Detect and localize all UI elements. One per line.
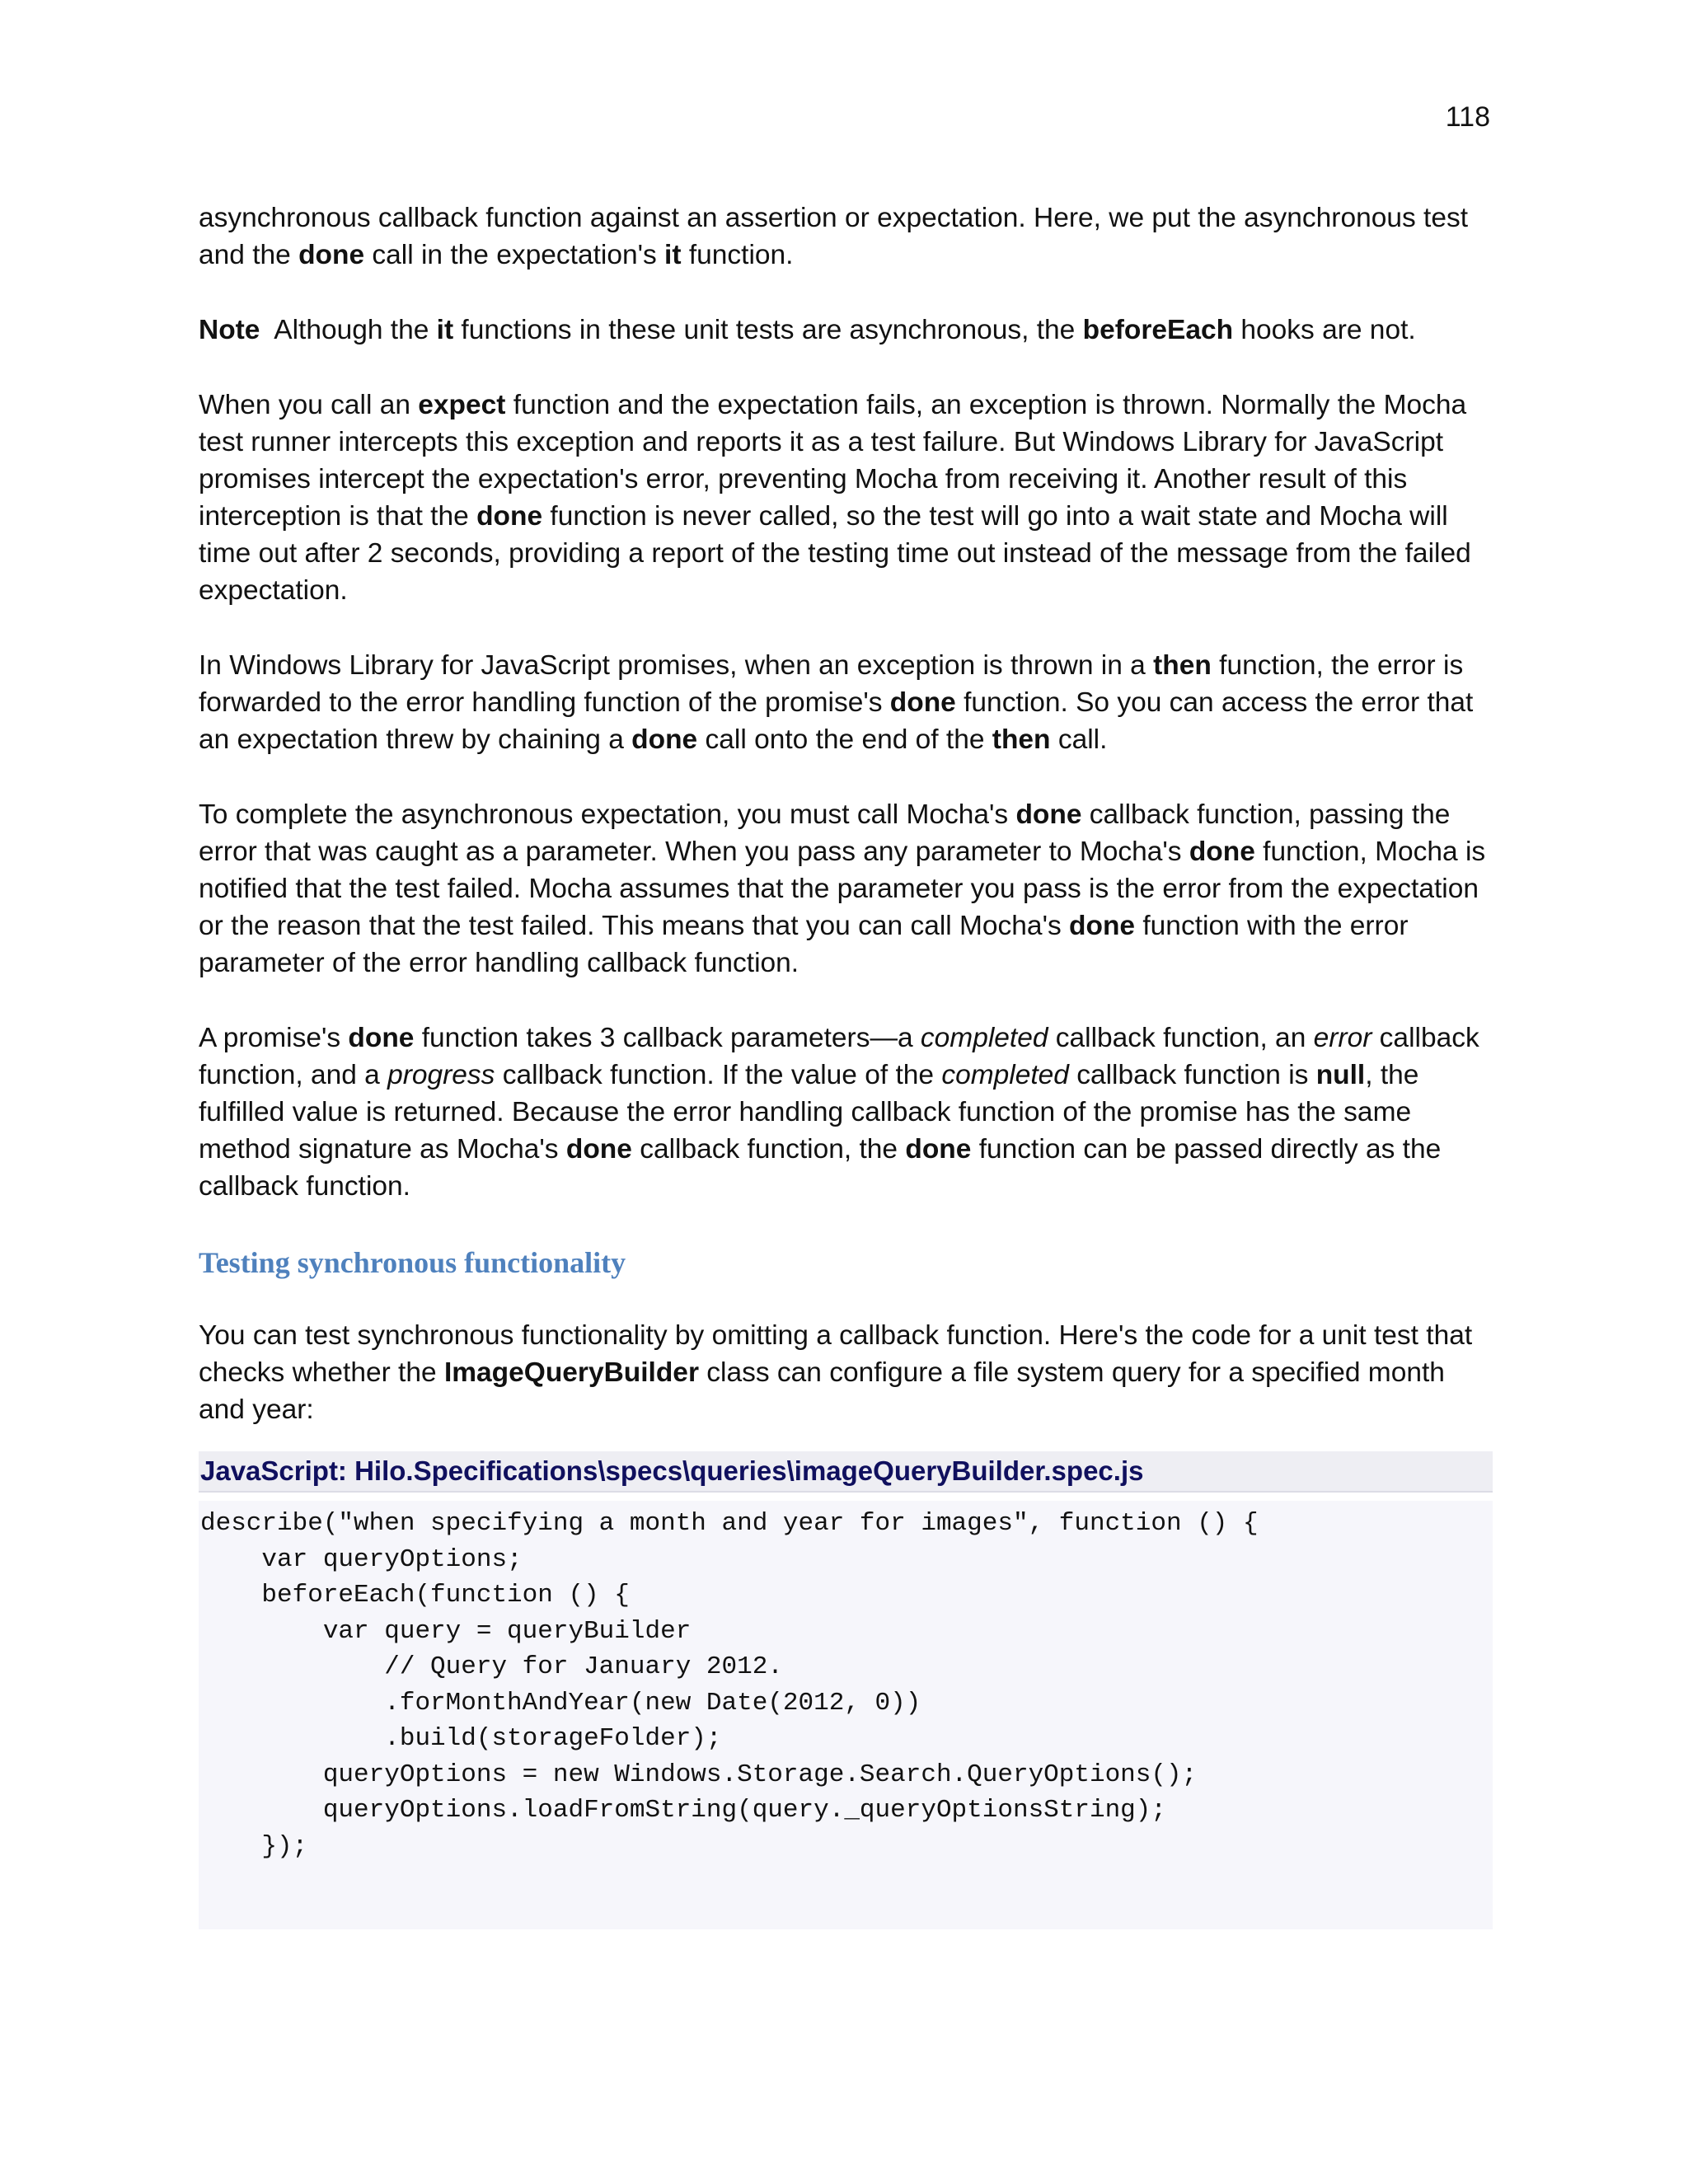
- paragraph-promise-errors: In Windows Library for JavaScript promises, when an exception is thrown in a then function, the error is forwarded to the error handling function of the promise's done function. So you can access the error that an expectation threw by chaining a done call onto the end of the then call.: [199, 650, 1474, 755]
- note-paragraph: Note Although the it functions in these unit tests are asynchronous, the beforeEach hooks are not.: [199, 315, 1416, 345]
- code-caption: JavaScript: Hilo.Specifications\specs\queries\imageQueryBuilder.spec.js: [199, 1451, 1493, 1493]
- code-line: beforeEach(function () {: [200, 1581, 630, 1610]
- code-line: queryOptions.loadFromString(query._queryOptionsString);: [200, 1796, 1166, 1825]
- code-line: queryOptions = new Windows.Storage.Search.QueryOptions();: [200, 1760, 1198, 1789]
- code-line: var query = queryBuilder: [200, 1616, 692, 1646]
- paragraph-done-function: A promise's done function takes 3 callback parameters—a completed callback function, an error callback function, and a progress callback function. If the value of the completed callback function is null, the fulfilled value is returned. Because the error handling callback function of the promise has the same method signature as Mocha's done callback function, the done function can be passed directly as the callback function.: [199, 1023, 1479, 1202]
- code-line: describe("when specifying a month and year for images", function () {: [200, 1509, 1259, 1538]
- page-number: 118: [1445, 101, 1490, 133]
- code-line: var queryOptions;: [200, 1544, 523, 1574]
- paragraph-async-intro: asynchronous callback function against an assertion or expectation. Here, we put the asynchronous test and the done call in the expectation's it function.: [199, 203, 1469, 270]
- section-heading: Testing synchronous functionality: [199, 1246, 626, 1279]
- code-line: .forMonthAndYear(new Date(2012, 0)): [200, 1688, 921, 1718]
- code-line: .build(storageFolder);: [200, 1724, 722, 1753]
- code-line: // Query for January 2012.: [200, 1652, 783, 1681]
- code-block: [199, 1501, 1493, 1929]
- paragraph-expect-fails: When you call an expect function and the expectation fails, an exception is thrown. Normally the Mocha test runner intercepts this exception and reports it as a test failure. But Windows Library for JavaScript promises intercept the expectation's error, preventing Mocha from receiving it. Another result of this interception is that the done function is never called, so the test will go into a wait state and Mocha will time out after 2 seconds, providing a report of the testing time out instead of the message from the failed expectation.: [199, 390, 1471, 606]
- paragraph-complete-expectation: To complete the asynchronous expectation, you must call Mocha's done callback function, passing the error that was caught as a parameter. When you pass any parameter to Mocha's done function, Mocha is notified that the test failed. Mocha assumes that the parameter you pass is the error from the expectation or the reason that the test failed. This means that you can call Mocha's done function with the error parameter of the error handling callback function.: [199, 799, 1486, 978]
- page-content: [199, 199, 1493, 1929]
- paragraph-sync-testing: You can test synchronous functionality by omitting a callback function. Here's the code for a unit test that checks whether the ImageQueryBuilder class can configure a file system query for a specified month and year:: [199, 1320, 1473, 1425]
- code-line: });: [200, 1831, 308, 1861]
- note-label: Note: [199, 315, 260, 345]
